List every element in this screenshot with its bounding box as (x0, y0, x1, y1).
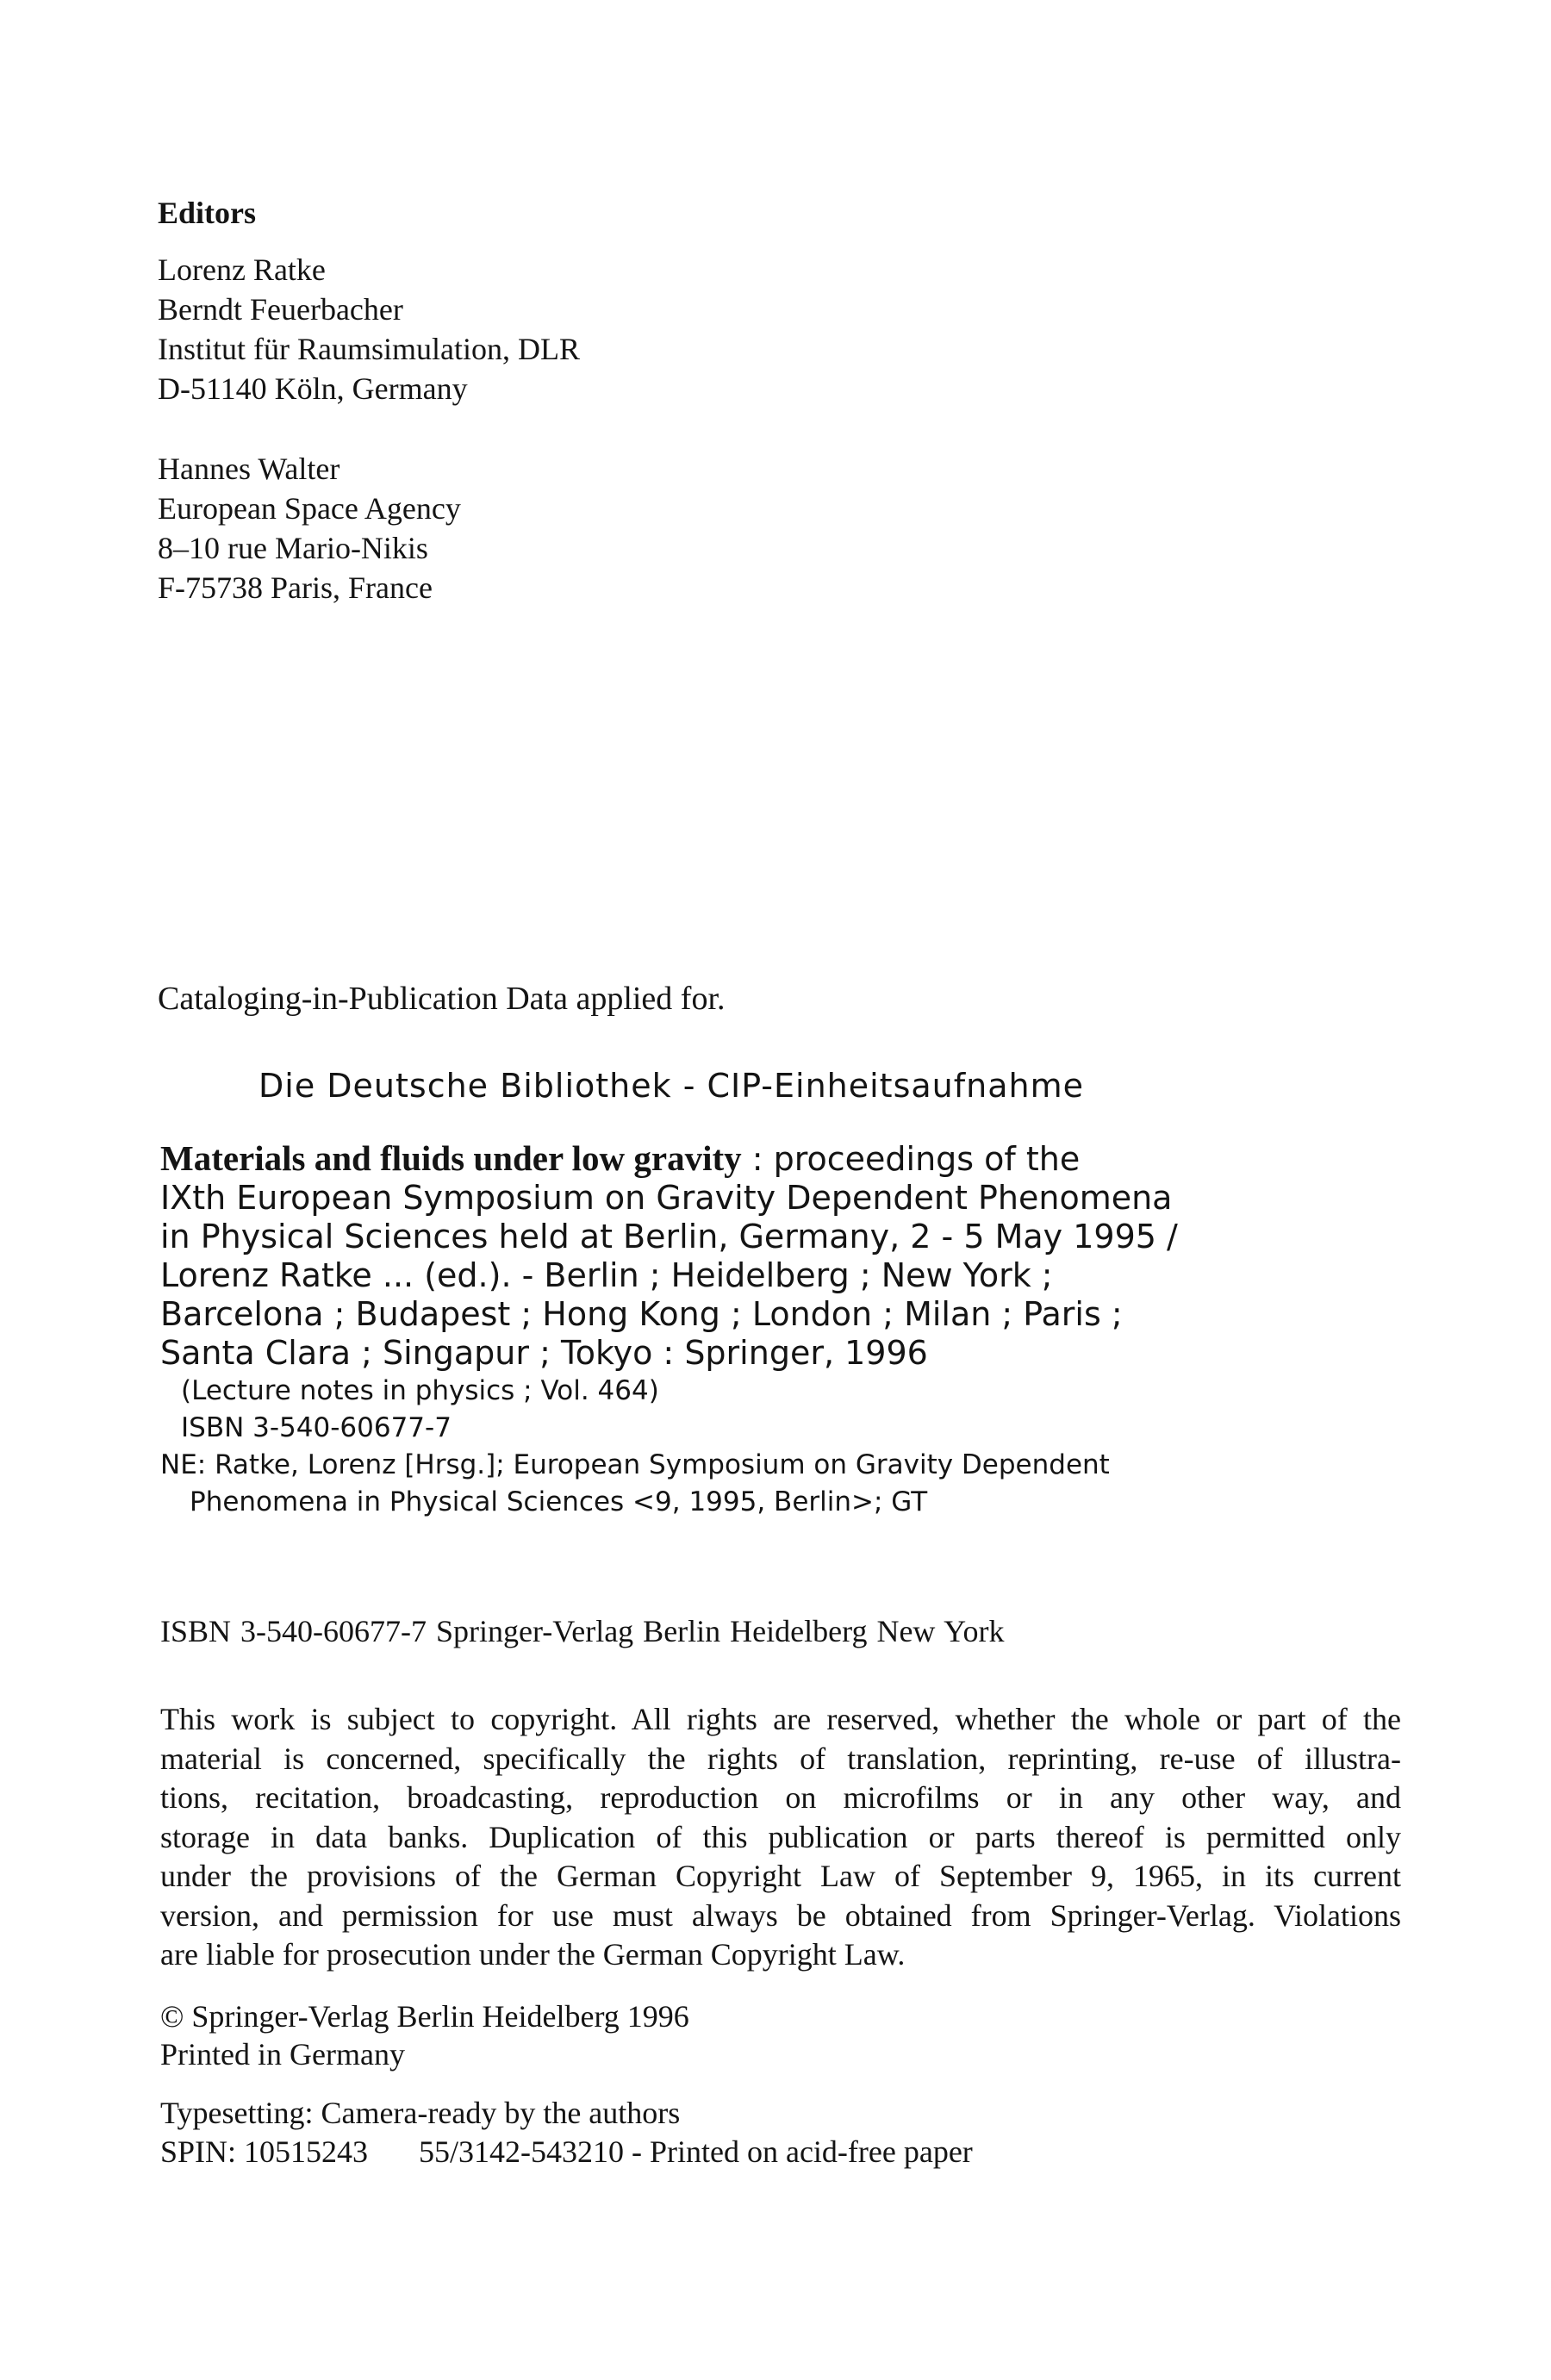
production-block (160, 2094, 973, 2171)
editor-line: D-51140 Köln, Germany (158, 371, 468, 406)
cip-line: Santa Clara ; Singapur ; Tokyo : Springer, 1996 (160, 1334, 928, 1372)
spin-number: SPIN: 10515243 (160, 2134, 369, 2169)
cip-ne-line: NE: Ratke, Lorenz [Hrsg.]; European Symposium on Gravity Dependent (160, 1449, 1110, 1480)
editor-address-dlr (158, 250, 580, 408)
rights-line: under the provisions of the German Copyright Law of September 9, 1965, in its current (160, 1859, 1401, 1893)
editor-address-esa (158, 449, 461, 607)
cip-title-rest: : proceedings of the (741, 1140, 1081, 1178)
isbn-line: ISBN 3-540-60677-7 Springer-Verlag Berlin Heidelberg New York (160, 1614, 1005, 1648)
rights-line: storage in data banks. Duplication of this publication or parts thereof is permitted only (160, 1819, 1401, 1854)
rights-line: This work is subject to copyright. All rights are reserved, whether the whole or part of the (160, 1702, 1401, 1736)
cip-isbn: ISBN 3-540-60677-7 (181, 1412, 452, 1443)
rights-line: version, and permission for use must always be obtained from Springer-Verlag. Violations (160, 1897, 1401, 1933)
cip-note: Cataloging-in-Publication Data applied for. (158, 981, 726, 1017)
rights-paragraph (160, 1700, 1401, 1975)
typesetting-line: Typesetting: Camera-ready by the authors (160, 2096, 681, 2130)
rights-line: material is concerned, specifically the rights of translation, reprinting, re-use of illustra- (160, 1741, 1401, 1776)
spin-line (160, 2133, 973, 2171)
printed-in: Printed in Germany (160, 2037, 405, 2072)
cip-title-line (160, 1139, 1178, 1179)
editor-line: European Space Agency (158, 491, 461, 526)
editor-line: F-75738 Paris, France (158, 570, 433, 605)
cip-line: in Physical Sciences held at Berlin, Germany, 2 - 5 May 1995 / (160, 1218, 1178, 1255)
rights-line: tions, recitation, broadcasting, reproduction on microfilms or in any other way, and (160, 1780, 1401, 1815)
cip-series: (Lecture notes in physics ; Vol. 464) (181, 1375, 659, 1406)
cip-line: IXth European Symposium on Gravity Dependent Phenomena (160, 1179, 1173, 1217)
cip-heading: Die Deutsche Bibliothek - CIP-Einheitsaufnahme (258, 1067, 1084, 1105)
editor-line: Institut für Raumsimulation, DLR (158, 332, 580, 366)
copyright-block (160, 1997, 689, 2073)
cip-ne-line: Phenomena in Physical Sciences <9, 1995, Berlin>; GT (190, 1486, 928, 1517)
cip-entry (160, 1139, 1178, 1521)
rights-line: are liable for prosecution under the German Copyright Law. (160, 1937, 906, 1972)
editor-line: Hannes Walter (158, 452, 340, 486)
editors-heading: Editors (158, 196, 257, 230)
cip-line: Lorenz Ratke ... (ed.). - Berlin ; Heidelberg ; New York ; (160, 1256, 1053, 1294)
editor-line: Berndt Feuerbacher (158, 292, 403, 327)
paper-note: 55/3142-543210 - Printed on acid-free paper (419, 2134, 973, 2169)
copyright-line: © Springer-Verlag Berlin Heidelberg 1996 (160, 1999, 689, 2034)
cip-line: Barcelona ; Budapest ; Hong Kong ; London ; Milan ; Paris ; (160, 1295, 1123, 1333)
editor-line: Lorenz Ratke (158, 252, 326, 287)
cip-title: Materials and fluids under low gravity (160, 1138, 742, 1178)
editor-line: 8–10 rue Mario-Nikis (158, 531, 428, 565)
